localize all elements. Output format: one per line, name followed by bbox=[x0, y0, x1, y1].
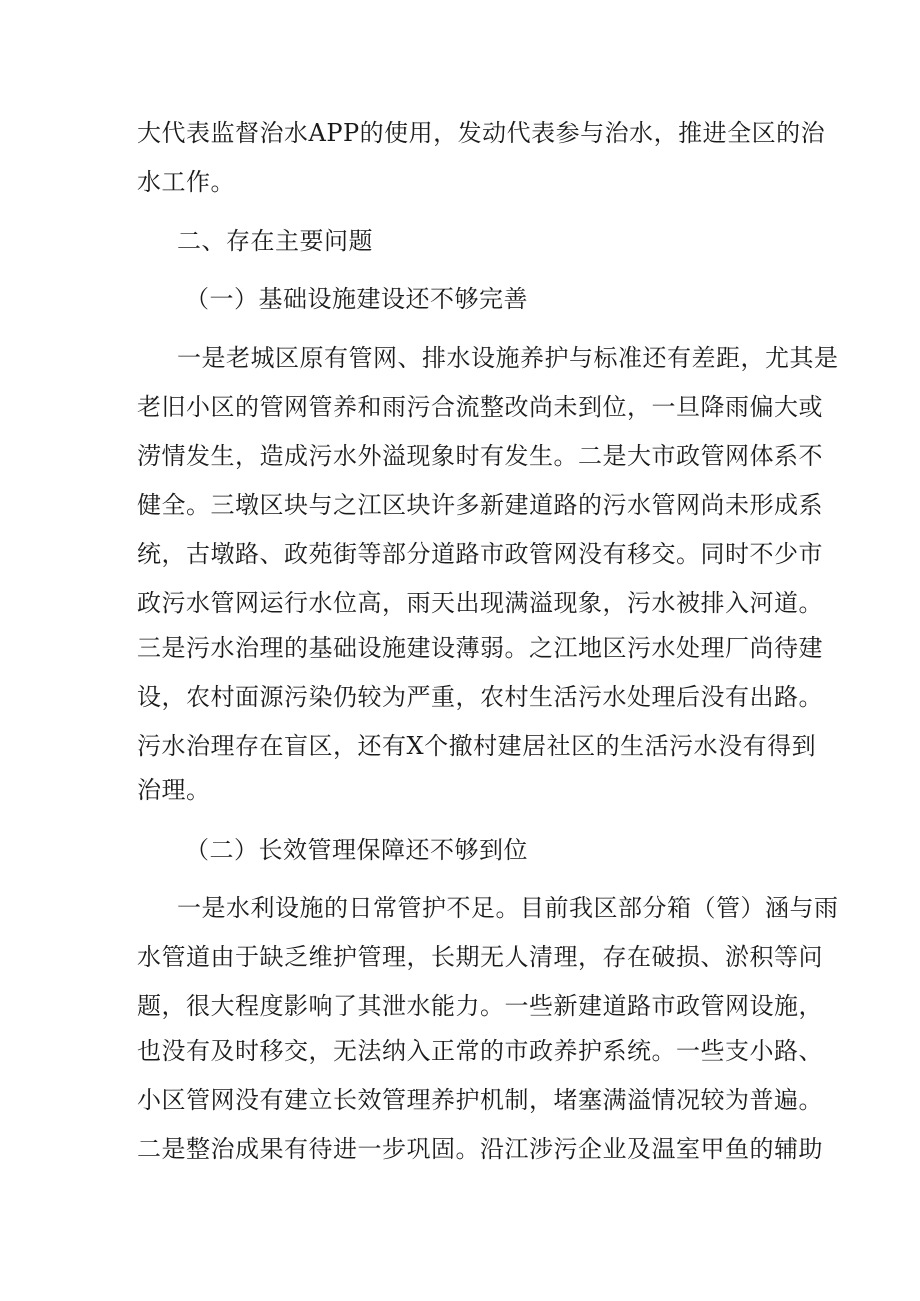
subsection-1-heading: （一）基础设施建设还不够完善 bbox=[185, 285, 528, 313]
section-heading: 二、存在主要问题 bbox=[177, 227, 373, 255]
subsection-1-line-8: 设，农村面源污染仍较为严重，农村生活污水处理后没有出路。 bbox=[137, 683, 823, 711]
subsection-1-line-2: 老旧小区的管网管养和雨污合流整改尚未到位，一旦降雨偏大或 bbox=[137, 393, 823, 421]
subsection-1-line-5: 统，古墩路、政苑街等部分道路市政管网没有移交。同时不少市 bbox=[137, 540, 823, 568]
subsection-2-line-1: 一是水利设施的日常管护不足。目前我区部分箱（管）涵与雨 bbox=[177, 894, 839, 922]
subsection-2-line-4: 也没有及时移交，无法纳入正常的市政养护系统。一些支小路、 bbox=[137, 1037, 823, 1065]
subsection-1-line-1: 一是老城区原有管网、排水设施养护与标准还有差距，尤其是 bbox=[177, 344, 839, 372]
subsection-1-line-3: 涝情发生，造成污水外溢现象时有发生。二是大市政管网体系不 bbox=[137, 442, 823, 470]
subsection-2-line-2: 水管道由于缺乏维护管理，长期无人清理，存在破损、淤积等问 bbox=[137, 943, 823, 971]
subsection-1-line-10: 治理。 bbox=[137, 776, 211, 804]
subsection-2-line-5: 小区管网没有建立长效管理养护机制，堵塞满溢情况较为普遍。 bbox=[137, 1086, 823, 1114]
subsection-2-line-6: 二是整治成果有待进一步巩固。沿江涉污企业及温室甲鱼的辅助 bbox=[137, 1135, 823, 1163]
subsection-1-line-6: 政污水管网运行水位高，雨天出现满溢现象，污水被排入河道。 bbox=[137, 589, 823, 617]
subsection-2-line-3: 题，很大程度影响了其泄水能力。一些新建道路市政管网设施， bbox=[137, 992, 823, 1020]
intro-line-1: 大代表监督治水APP的使用，发动代表参与治水，推进全区的治 bbox=[137, 119, 826, 147]
subsection-1-line-4: 健全。三墩区块与之江区块许多新建道路的污水管网尚未形成系 bbox=[137, 491, 823, 519]
subsection-2-heading: （二）长效管理保障还不够到位 bbox=[185, 836, 528, 864]
intro-line-2: 水工作。 bbox=[137, 168, 235, 196]
subsection-1-line-7: 三是污水治理的基础设施建设薄弱。之江地区污水处理厂尚待建 bbox=[137, 634, 823, 662]
subsection-1-line-9: 污水治理存在盲区，还有X个撤村建居社区的生活污水没有得到 bbox=[137, 732, 817, 760]
